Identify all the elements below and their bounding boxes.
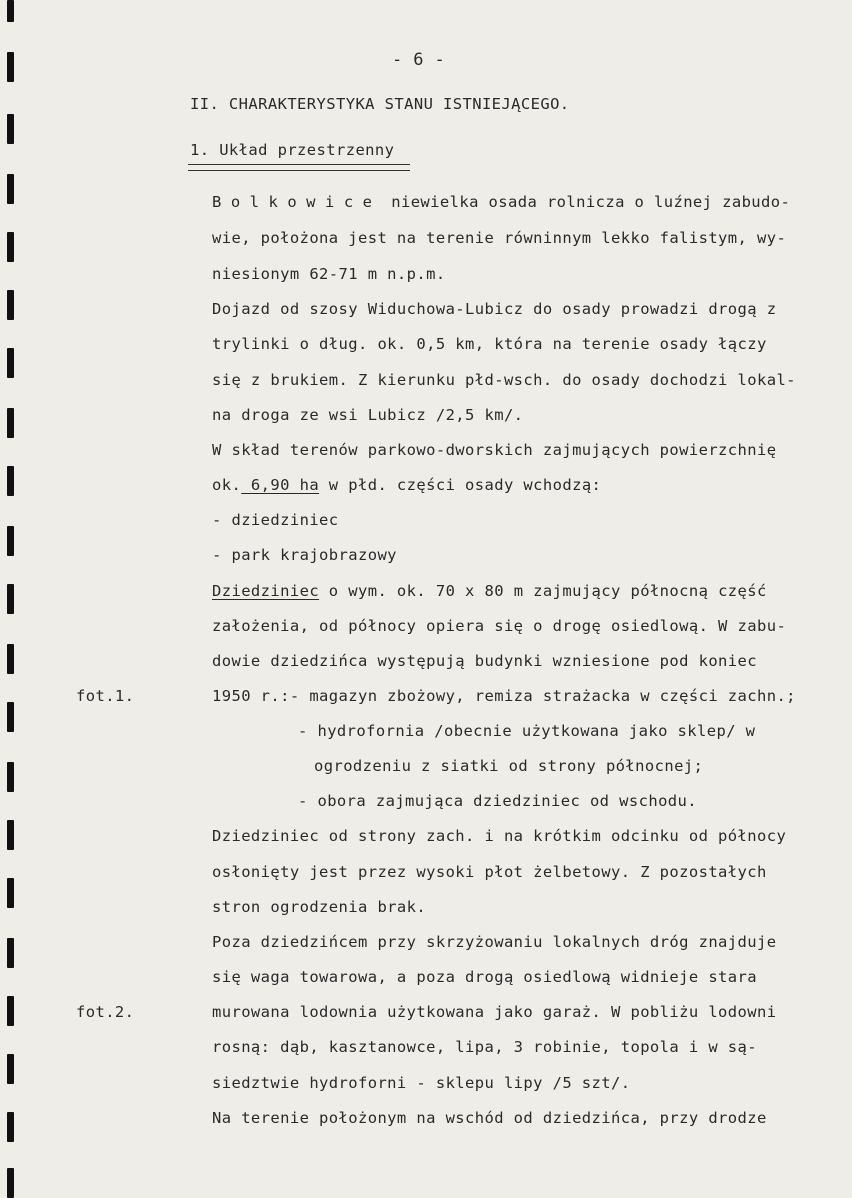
paragraph-line: W skład terenów parkowo-dworskich zajmujących powierzchnię: [212, 441, 777, 459]
paragraph-line: Poza dziedzińcem przy skrzyżowaniu lokalnych dróg znajduje: [212, 933, 777, 951]
binding-hole: [7, 174, 14, 204]
paragraph-line: ogrodzeniu z siatki od strony północnej;: [314, 757, 704, 775]
binding-strip: [0, 0, 40, 1198]
paragraph-line: się waga towarowa, a poza drogą osiedlową widnieje stara: [212, 968, 757, 986]
binding-hole: [7, 1054, 14, 1084]
paragraph-line: [212, 581, 767, 601]
binding-hole: [7, 996, 14, 1026]
binding-hole: [7, 408, 14, 438]
paragraph-line: 1950 r.:- magazyn zbożowy, remiza strażacka w części zachn.;: [212, 687, 796, 705]
paragraph-line: wie, położona jest na terenie równinnym lekko falistym, wy-: [212, 229, 787, 247]
margin-note-fot1: fot.1.: [76, 687, 135, 705]
paragraph-line: Dziedziniec od strony zach. i na krótkim odcinku od północy: [212, 827, 787, 845]
list-item: - park krajobrazowy: [212, 546, 397, 564]
binding-hole: [7, 114, 14, 144]
binding-hole: [7, 0, 14, 22]
subsection-heading: 1. Układ przestrzenny: [190, 141, 395, 159]
paragraph-line: Na terenie położonym na wschód od dziedzińca, przy drodze: [212, 1109, 767, 1127]
margin-note-fot2: fot.2.: [76, 1003, 135, 1021]
paragraph-line: murowana lodownia użytkowana jako garaż. W pobliżu lodowni: [212, 1003, 777, 1021]
binding-hole: [7, 232, 14, 262]
term-dziedziniec: Dziedziniec: [212, 582, 320, 600]
paragraph-line: Dojazd od szosy Widuchowa-Lubicz do osady prowadzi drogą z: [212, 300, 777, 318]
place-name: Bolkowice: [212, 193, 382, 211]
paragraph-line: osłonięty jest przez wysoki płot żelbetowy. Z pozostałych: [212, 863, 767, 881]
binding-hole: [7, 348, 14, 378]
binding-hole: [7, 762, 14, 792]
paragraph-line: założenia, od północy opiera się o drogę osiedlową. W zabu-: [212, 617, 787, 635]
page-number: - 6 -: [392, 50, 446, 70]
binding-hole: [7, 1168, 14, 1198]
binding-hole: [7, 878, 14, 908]
section-heading: II. CHARAKTERYSTYKA STANU ISTNIEJĄCEGO.: [190, 95, 570, 113]
paragraph-line: [212, 475, 601, 495]
binding-hole: [7, 526, 14, 556]
paragraph-line: trylinki o dług. ok. 0,5 km, która na terenie osady łączy: [212, 335, 767, 353]
paragraph-line: na droga ze wsi Lubicz /2,5 km/.: [212, 406, 524, 424]
paragraph-line: rosną: dąb, kasztanowce, lipa, 3 robinie, topola i w są-: [212, 1038, 757, 1056]
paragraph-line: dowie dziedzińca występują budynki wzniesione pod koniec: [212, 652, 757, 670]
binding-hole: [7, 584, 14, 614]
text-run: o wym. ok. 70 x 80 m zajmujący północną część: [319, 582, 767, 600]
paragraph-line: stron ogrodzenia brak.: [212, 898, 427, 916]
binding-hole: [7, 820, 14, 850]
text-run: niewielka osada rolnicza o luźnej zabudo-: [391, 193, 791, 211]
binding-hole: [7, 1112, 14, 1142]
binding-hole: [7, 290, 14, 320]
binding-hole: [7, 52, 14, 82]
paragraph-line: [212, 192, 790, 212]
paragraph-line: się z brukiem. Z kierunku płd-wsch. do osady dochodzi lokal-: [212, 371, 796, 389]
binding-hole: [7, 644, 14, 674]
binding-hole: [7, 466, 14, 496]
area-value: 6,90 ha: [241, 476, 320, 494]
list-item: - hydrofornia /obecnie użytkowana jako sklep/ w: [298, 722, 756, 740]
text-run: ok.: [212, 476, 242, 494]
list-item: - dziedziniec: [212, 511, 339, 529]
list-item: - obora zajmująca dziedziniec od wschodu.: [298, 792, 698, 810]
binding-hole: [7, 938, 14, 968]
text-run: w płd. części osady wchodzą:: [319, 476, 602, 494]
binding-hole: [7, 702, 14, 732]
paragraph-line: niesionym 62-71 m n.p.m.: [212, 265, 446, 283]
paragraph-line: siedztwie hydroforni - sklepu lipy /5 szt/.: [212, 1074, 631, 1092]
subheading-underline: [188, 164, 410, 165]
section-rule: [188, 170, 410, 171]
